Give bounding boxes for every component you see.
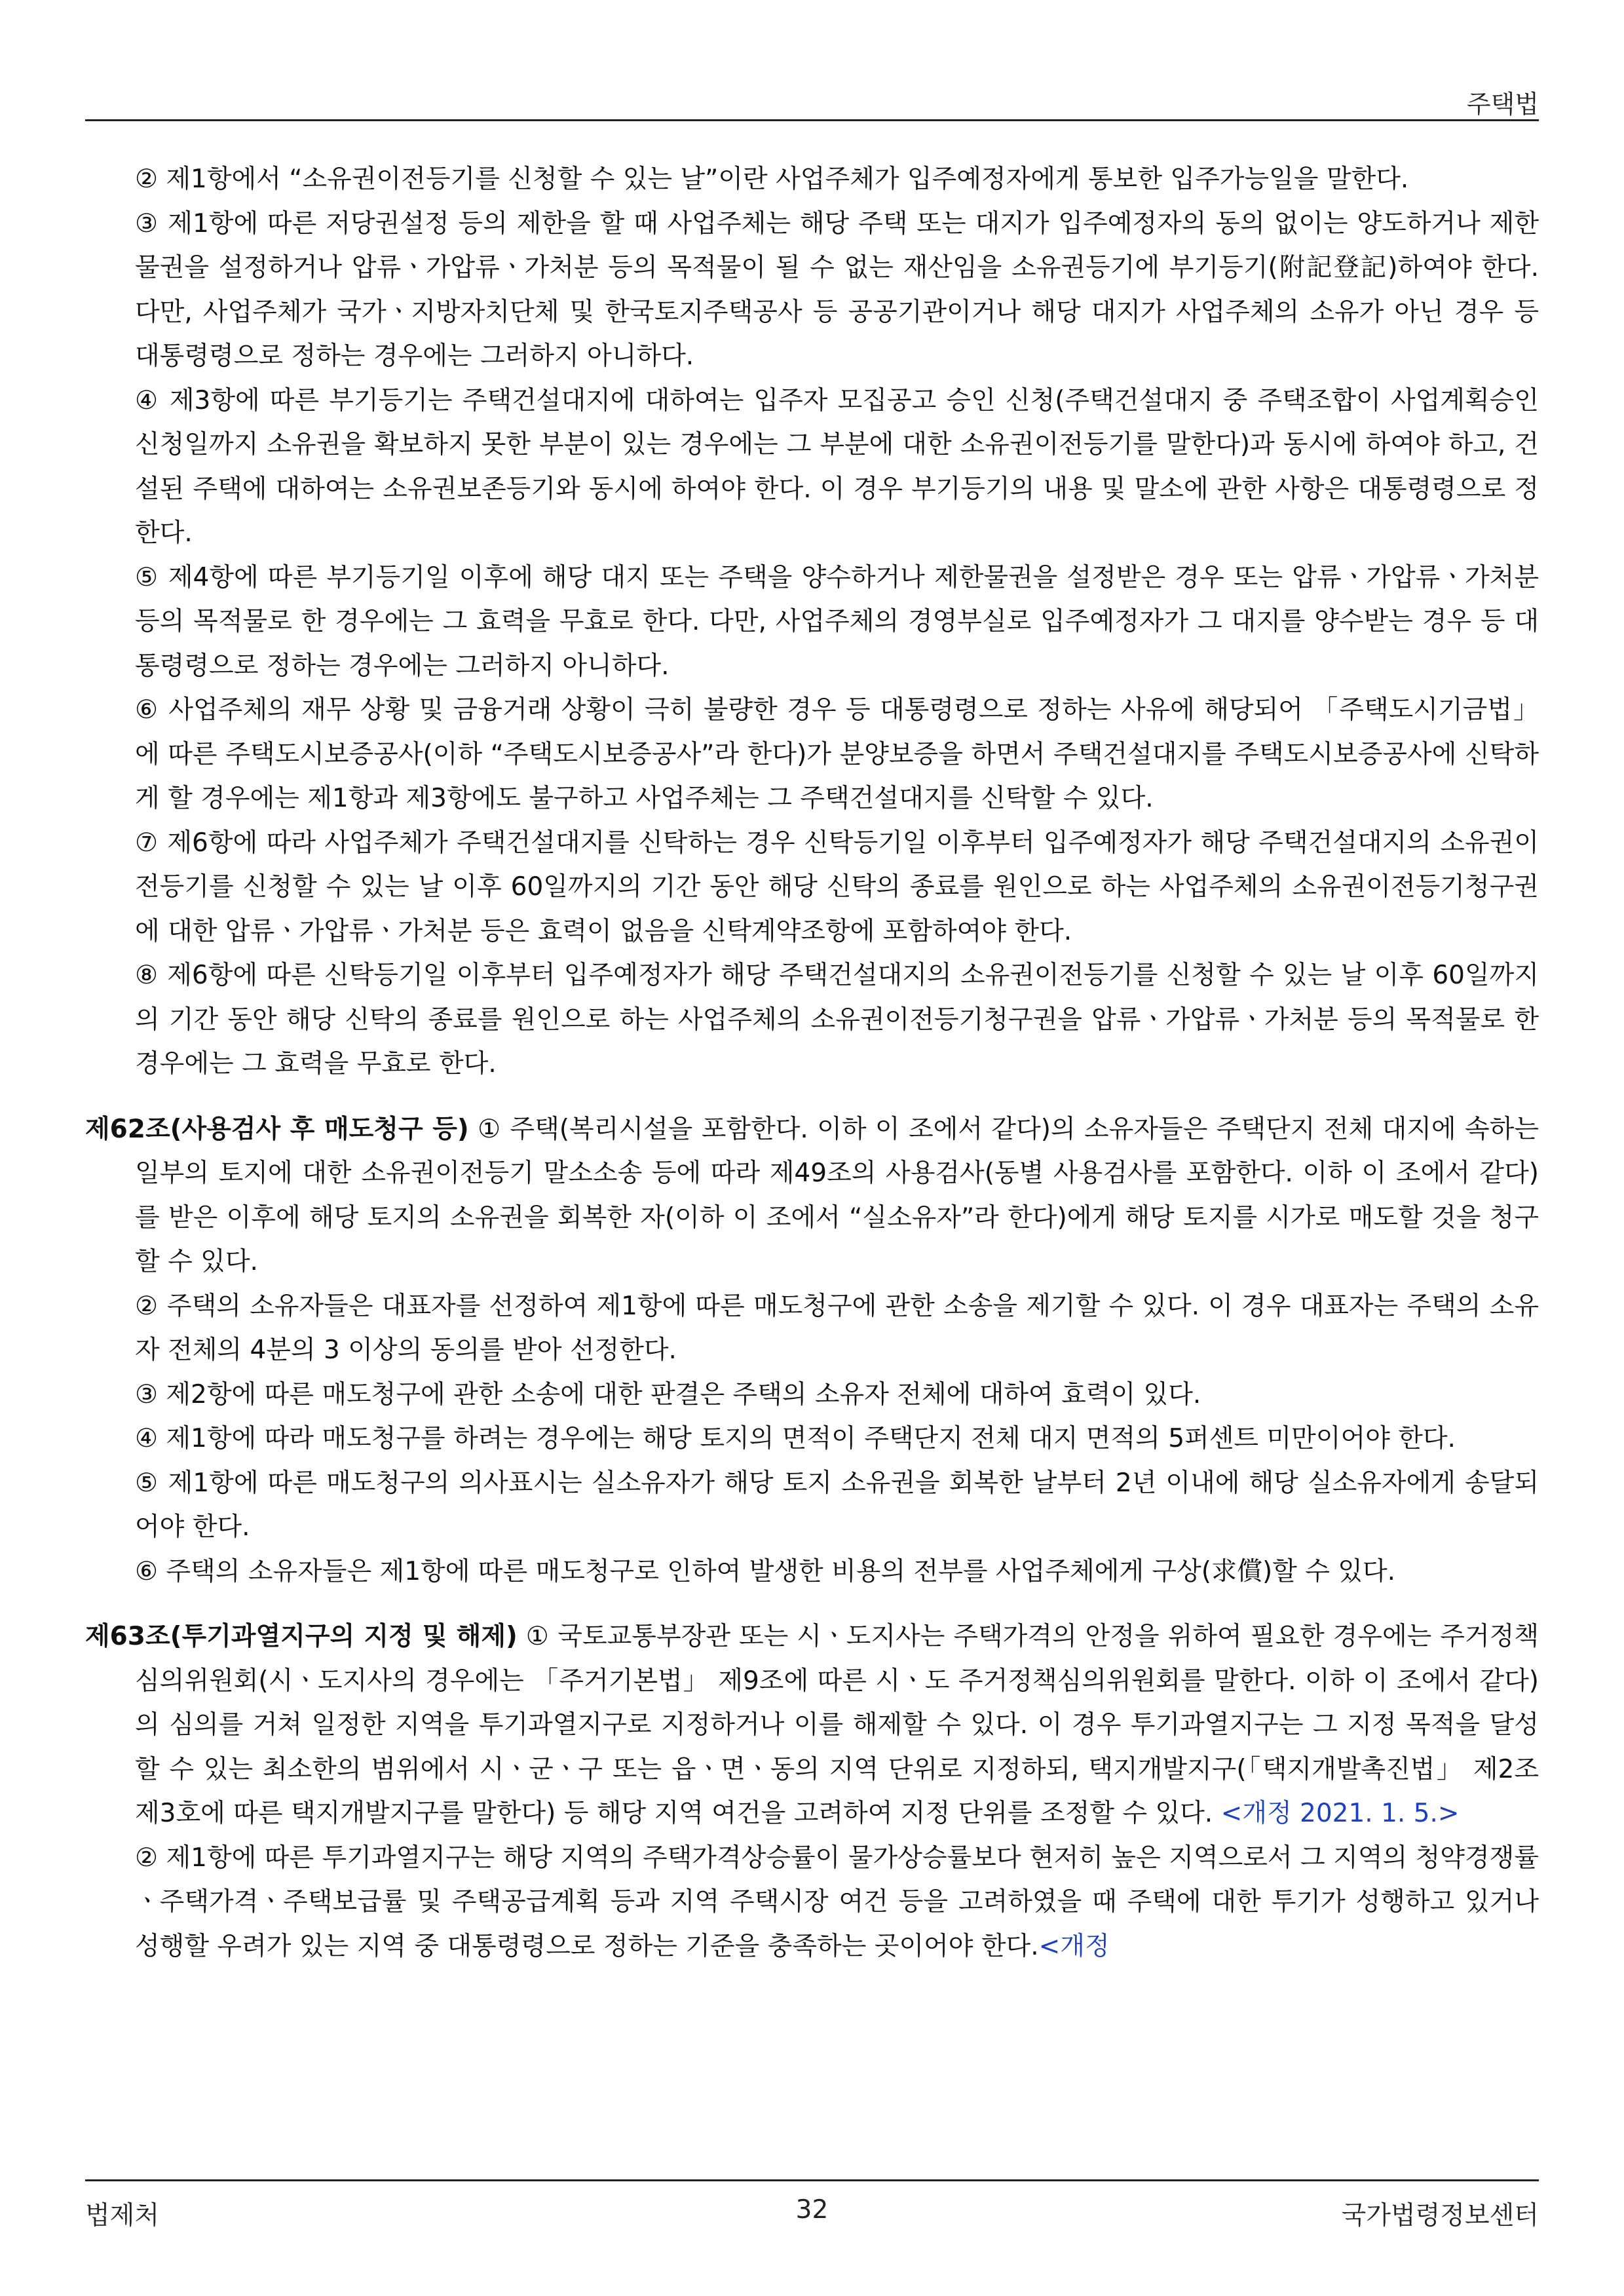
footer-source: 국가법령정보센터 — [1341, 2201, 1539, 2230]
document-body — [85, 157, 1539, 1968]
amendment-link[interactable]: <개정 — [1038, 1931, 1110, 1961]
paragraph-61-8: ⑧ 제6항에 따른 신탁등기일 이후부터 입주예정자가 해당 주택건설대지의 소유권이전등기를 신청할 수 있는 날 이후 60일까지의 기간 동안 해당 신탁의 종료를 원인으로 하는 사업주체의 소유권이전등기청구권을 압류ㆍ가압류ㆍ가처분 등의 목적물로 한 경우에는 그 효력을 무효로 한다. — [135, 961, 1539, 1079]
paragraph-61-3: ③ 제1항에 따른 저당권설정 등의 제한을 할 때 사업주체는 해당 주택 또는 대지가 입주예정자의 동의 없이는 양도하거나 제한물권을 설정하거나 압류ㆍ가압류ㆍ가처분 등의 목적물이 될 수 없는 재산임을 소유권등기에 부기등기(附記登記)하여야 한다. 다만, 사업주체가 국가ㆍ지방자치단체 및 한국토지주택공사 등 공공기관이거나 해당 대지가 사업주체의 소유가 아닌 경우 등 대통령령으로 정하는 경우에는 그러하지 아니하다. — [135, 208, 1539, 371]
page-number: 32 — [795, 2195, 829, 2225]
footer-publisher: 법제처 — [85, 2201, 160, 2230]
paragraph-61-6: ⑥ 사업주체의 재무 상황 및 금융거래 상황이 극히 불량한 경우 등 대통령령으로 정하는 사유에 해당되어 「주택도시기금법」에 따른 주택도시보증공사(이하 “주택도시보증공사”라 한다)가 분양보증을 하면서 주택건설대지를 주택도시보증공사에 신탁하게 할 경우에는 제1항과 제3항에도 불구하고 사업주체는 그 주택건설대지를 신탁할 수 있다. — [135, 695, 1539, 813]
article-63-lead: ① 국토교통부장관 또는 시ㆍ도지사는 주택가격의 안정을 위하여 필요한 경우에는 주거정책심의위원회(시ㆍ도지사의 경우에는 「주거기본법」 제9조에 따른 시ㆍ도 주거정책심의위원회를 말한다. 이하 이 조에서 같다)의 심의를 거쳐 일정한 지역을 투기과열지구로 지정하거나 이를 해제할 수 있다. 이 경우 투기과열지구는 그 지정 목적을 달성할 수 있는 최소한의 범위에서 시ㆍ군ㆍ구 또는 읍ㆍ면ㆍ동의 지역 단위로 지정하되, 택지개발지구(「택지개발촉진법」 제2조제3호에 따른 택지개발지구를 말한다) 등 해당 지역 여건을 고려하여 지정 단위를 조정할 수 있다. — [135, 1622, 1539, 1828]
paragraph-61-4: ④ 제3항에 따른 부기등기는 주택건설대지에 대하여는 입주자 모집공고 승인 신청(주택건설대지 중 주택조합이 사업계획승인 신청일까지 소유권을 확보하지 못한 부분이 있는 경우에는 그 부분에 대한 소유권이전등기를 말한다)과 동시에 하여야 하고, 건설된 주택에 대하여는 소유권보존등기와 동시에 하여야 한다. 이 경우 부기등기의 내용 및 말소에 관한 사항은 대통령령으로 정한다. — [135, 385, 1539, 548]
footer-divider — [85, 2179, 1539, 2181]
paragraph-62-2: ② 주택의 소유자들은 대표자를 선정하여 제1항에 따른 매도청구에 관한 소송을 제기할 수 있다. 이 경우 대표자는 주택의 소유자 전체의 4분의 3 이상의 동의를 받아 선정한다. — [135, 1291, 1539, 1365]
paragraph-63-2-text: ② 제1항에 따른 투기과열지구는 해당 지역의 주택가격상승률이 물가상승률보다 현저히 높은 지역으로서 그 지역의 청약경쟁률ㆍ주택가격ㆍ주택보급률 및 주택공급계획 등과 지역 주택시장 여건 등을 고려하였을 때 주택에 대한 투기가 성행하고 있거나 성행할 우려가 있는 지역 중 대통령령으로 정하는 기준을 충족하는 곳이어야 한다. — [135, 1843, 1539, 1961]
paragraph-61-2: ② 제1항에서 “소유권이전등기를 신청할 수 있는 날”이란 사업주체가 입주예정자에게 통보한 입주가능일을 말한다. — [135, 164, 1409, 194]
paragraph-63-2 — [85, 1836, 1539, 1969]
article-62-title: 제62조(사용검사 후 매도청구 등) — [85, 1114, 469, 1144]
paragraph-61-5: ⑤ 제4항에 따른 부기등기일 이후에 해당 대지 또는 주택을 양수하거나 제한물권을 설정받은 경우 또는 압류ㆍ가압류ㆍ가처분 등의 목적물로 한 경우에는 그 효력을 무효로 한다. 다만, 사업주체의 경영부실로 입주예정자가 그 대지를 양수받는 경우 등 대통령령으로 정하는 경우에는 그러하지 아니하다. — [135, 562, 1539, 681]
paragraph-62-5: ⑤ 제1항에 따른 매도청구의 의사표시는 실소유자가 해당 토지 소유권을 회복한 날부터 2년 이내에 해당 실소유자에게 송달되어야 한다. — [135, 1468, 1539, 1542]
paragraph-62-4: ④ 제1항에 따라 매도청구를 하려는 경우에는 해당 토지의 면적이 주택단지 전체 대지 면적의 5퍼센트 미만이어야 한다. — [135, 1424, 1456, 1453]
article-63-title: 제63조(투기과열지구의 지정 및 해제) — [85, 1622, 518, 1651]
article-62 — [85, 1107, 1539, 1284]
amendment-link[interactable]: <개정 2021. 1. 5.> — [1220, 1799, 1460, 1828]
article-63 — [85, 1615, 1539, 1836]
paragraph-62-6: ⑥ 주택의 소유자들은 제1항에 따른 매도청구로 인하여 발생한 비용의 전부를 사업주체에게 구상(求償)할 수 있다. — [135, 1556, 1396, 1586]
paragraph-61-7: ⑦ 제6항에 따라 사업주체가 주택건설대지를 신탁하는 경우 신탁등기일 이후부터 입주예정자가 해당 주택건설대지의 소유권이전등기를 신청할 수 있는 날 이후 60일까지의 기간 동안 해당 신탁의 종료를 원인으로 하는 사업주체의 소유권이전등기청구권에 대한 압류ㆍ가압류ㆍ가처분 등은 효력이 없음을 신탁계약조항에 포함하여야 한다. — [135, 828, 1539, 946]
header-divider — [85, 119, 1539, 121]
paragraph-62-3: ③ 제2항에 따른 매도청구에 관한 소송에 대한 판결은 주택의 소유자 전체에 대하여 효력이 있다. — [135, 1379, 1201, 1409]
article-62-lead: ① 주택(복리시설을 포함한다. 이하 이 조에서 같다)의 소유자들은 주택단지 전체 대지에 속하는 일부의 토지에 대한 소유권이전등기 말소소송 등에 따라 제49조의 사용검사(동별 사용검사를 포함한다. 이하 이 조에서 같다)를 받은 이후에 해당 토지의 소유권을 회복한 자(이하 이 조에서 “실소유자”라 한다)에게 해당 토지를 시가로 매도할 것을 청구할 수 있다. — [135, 1114, 1539, 1276]
header-title: 주택법 — [1466, 90, 1539, 119]
